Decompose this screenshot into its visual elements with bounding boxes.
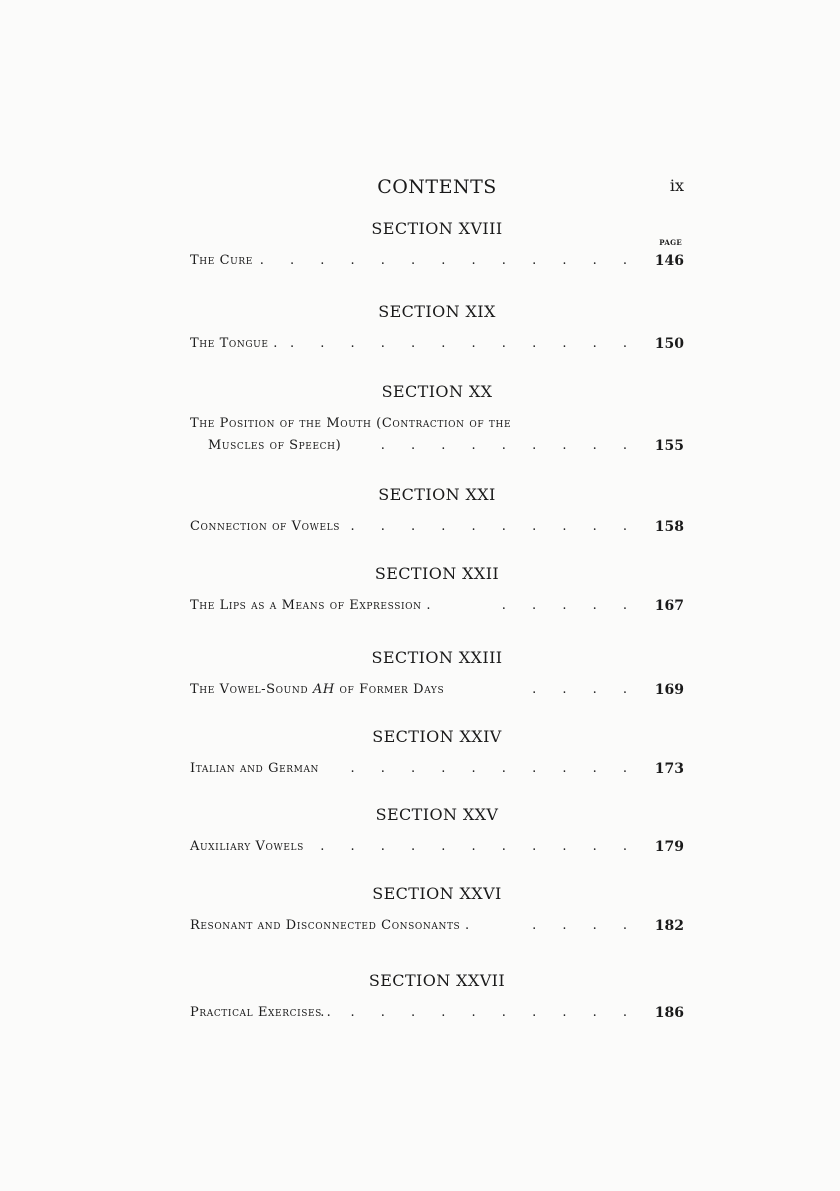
entry-page: 155 xyxy=(654,438,684,454)
entry-title: Connection of Vowels xyxy=(190,519,340,534)
entry-title: The Tongue . xyxy=(190,336,278,351)
toc-section xyxy=(190,647,684,701)
section-heading: SECTION XIX xyxy=(378,302,496,321)
toc-entry xyxy=(190,250,684,272)
toc-section xyxy=(190,484,684,538)
entry-title: Auxiliary Vowels xyxy=(190,839,304,854)
section-heading: SECTION XXV xyxy=(375,805,499,824)
toc-section xyxy=(190,804,684,858)
entry-page: 173 xyxy=(654,761,684,777)
entry-title-continued: Muscles of Speech) xyxy=(208,438,342,453)
entry-title: The Lips as a Means of Expression . xyxy=(190,598,432,613)
leader-dots: . . . . . . . . . . xyxy=(350,761,638,776)
section-heading: SECTION XXI xyxy=(378,485,496,504)
toc-entry xyxy=(190,595,684,617)
section-heading: SECTION XXIII xyxy=(371,648,503,667)
toc-entry xyxy=(190,333,684,355)
entry-title-italic: AH xyxy=(312,682,335,697)
entry-page: 150 xyxy=(654,336,684,352)
page-number: ix xyxy=(669,176,684,195)
entry-page: 186 xyxy=(654,1005,684,1021)
toc-entry xyxy=(190,1002,684,1024)
entry-page: 182 xyxy=(654,918,684,934)
section-heading: SECTION XX xyxy=(381,382,493,401)
section-heading: SECTION XVIII xyxy=(371,219,503,238)
leader-dots: . . . . xyxy=(532,682,638,697)
toc-entry xyxy=(190,679,684,701)
entry-page: 146 xyxy=(654,253,684,269)
entry-page: 158 xyxy=(654,519,684,535)
section-heading: SECTION XXIV xyxy=(372,727,502,746)
leader-dots: . . . . . . . . . . . . xyxy=(289,336,638,351)
toc-section xyxy=(190,381,684,457)
toc-section xyxy=(190,563,684,617)
toc-entry xyxy=(190,836,684,858)
toc-section xyxy=(190,970,684,1024)
running-head xyxy=(190,176,684,204)
entry-page: 169 xyxy=(654,682,684,698)
entry-title: Practical Exercises . xyxy=(190,1005,332,1020)
toc-section xyxy=(190,883,684,937)
toc-entry xyxy=(190,915,684,937)
leader-dots: . . . . . . . . . . xyxy=(350,519,638,534)
entry-page: 167 xyxy=(654,598,684,614)
toc-entry xyxy=(190,758,684,780)
entry-title: The Cure xyxy=(190,253,253,268)
entry-title: The Position of the Mouth (Contraction of the xyxy=(190,416,512,431)
leader-dots: . . . . . xyxy=(501,598,638,613)
section-heading: SECTION XXVII xyxy=(368,971,506,990)
toc-section xyxy=(190,726,684,780)
entry-title xyxy=(190,679,444,701)
leader-dots: . . . . . . . . . . . xyxy=(320,839,638,854)
section-heading: SECTION XXII xyxy=(374,564,500,583)
leader-dots: . . . . . . . . . . . xyxy=(320,1005,638,1020)
entry-title-part: The Vowel-Sound xyxy=(190,682,313,697)
page-title: CONTENTS xyxy=(377,176,497,198)
toc-section xyxy=(190,301,684,355)
entry-title-part: of Former Days xyxy=(334,682,445,697)
leader-dots: . . . . xyxy=(532,918,638,933)
leader-dots: . . . . . . . . . . . . . xyxy=(259,253,638,268)
entry-page: 179 xyxy=(654,839,684,855)
entry-title: Resonant and Disconnected Consonants . xyxy=(190,918,470,933)
entry-title: Italian and German xyxy=(190,761,320,776)
page-column-label: PAGE xyxy=(659,238,682,247)
toc-entry xyxy=(190,413,684,457)
section-heading: SECTION XXVI xyxy=(372,884,502,903)
toc-entry xyxy=(190,516,684,538)
toc-section xyxy=(190,218,684,272)
leader-dots: . . . . . . . . . xyxy=(380,438,638,453)
